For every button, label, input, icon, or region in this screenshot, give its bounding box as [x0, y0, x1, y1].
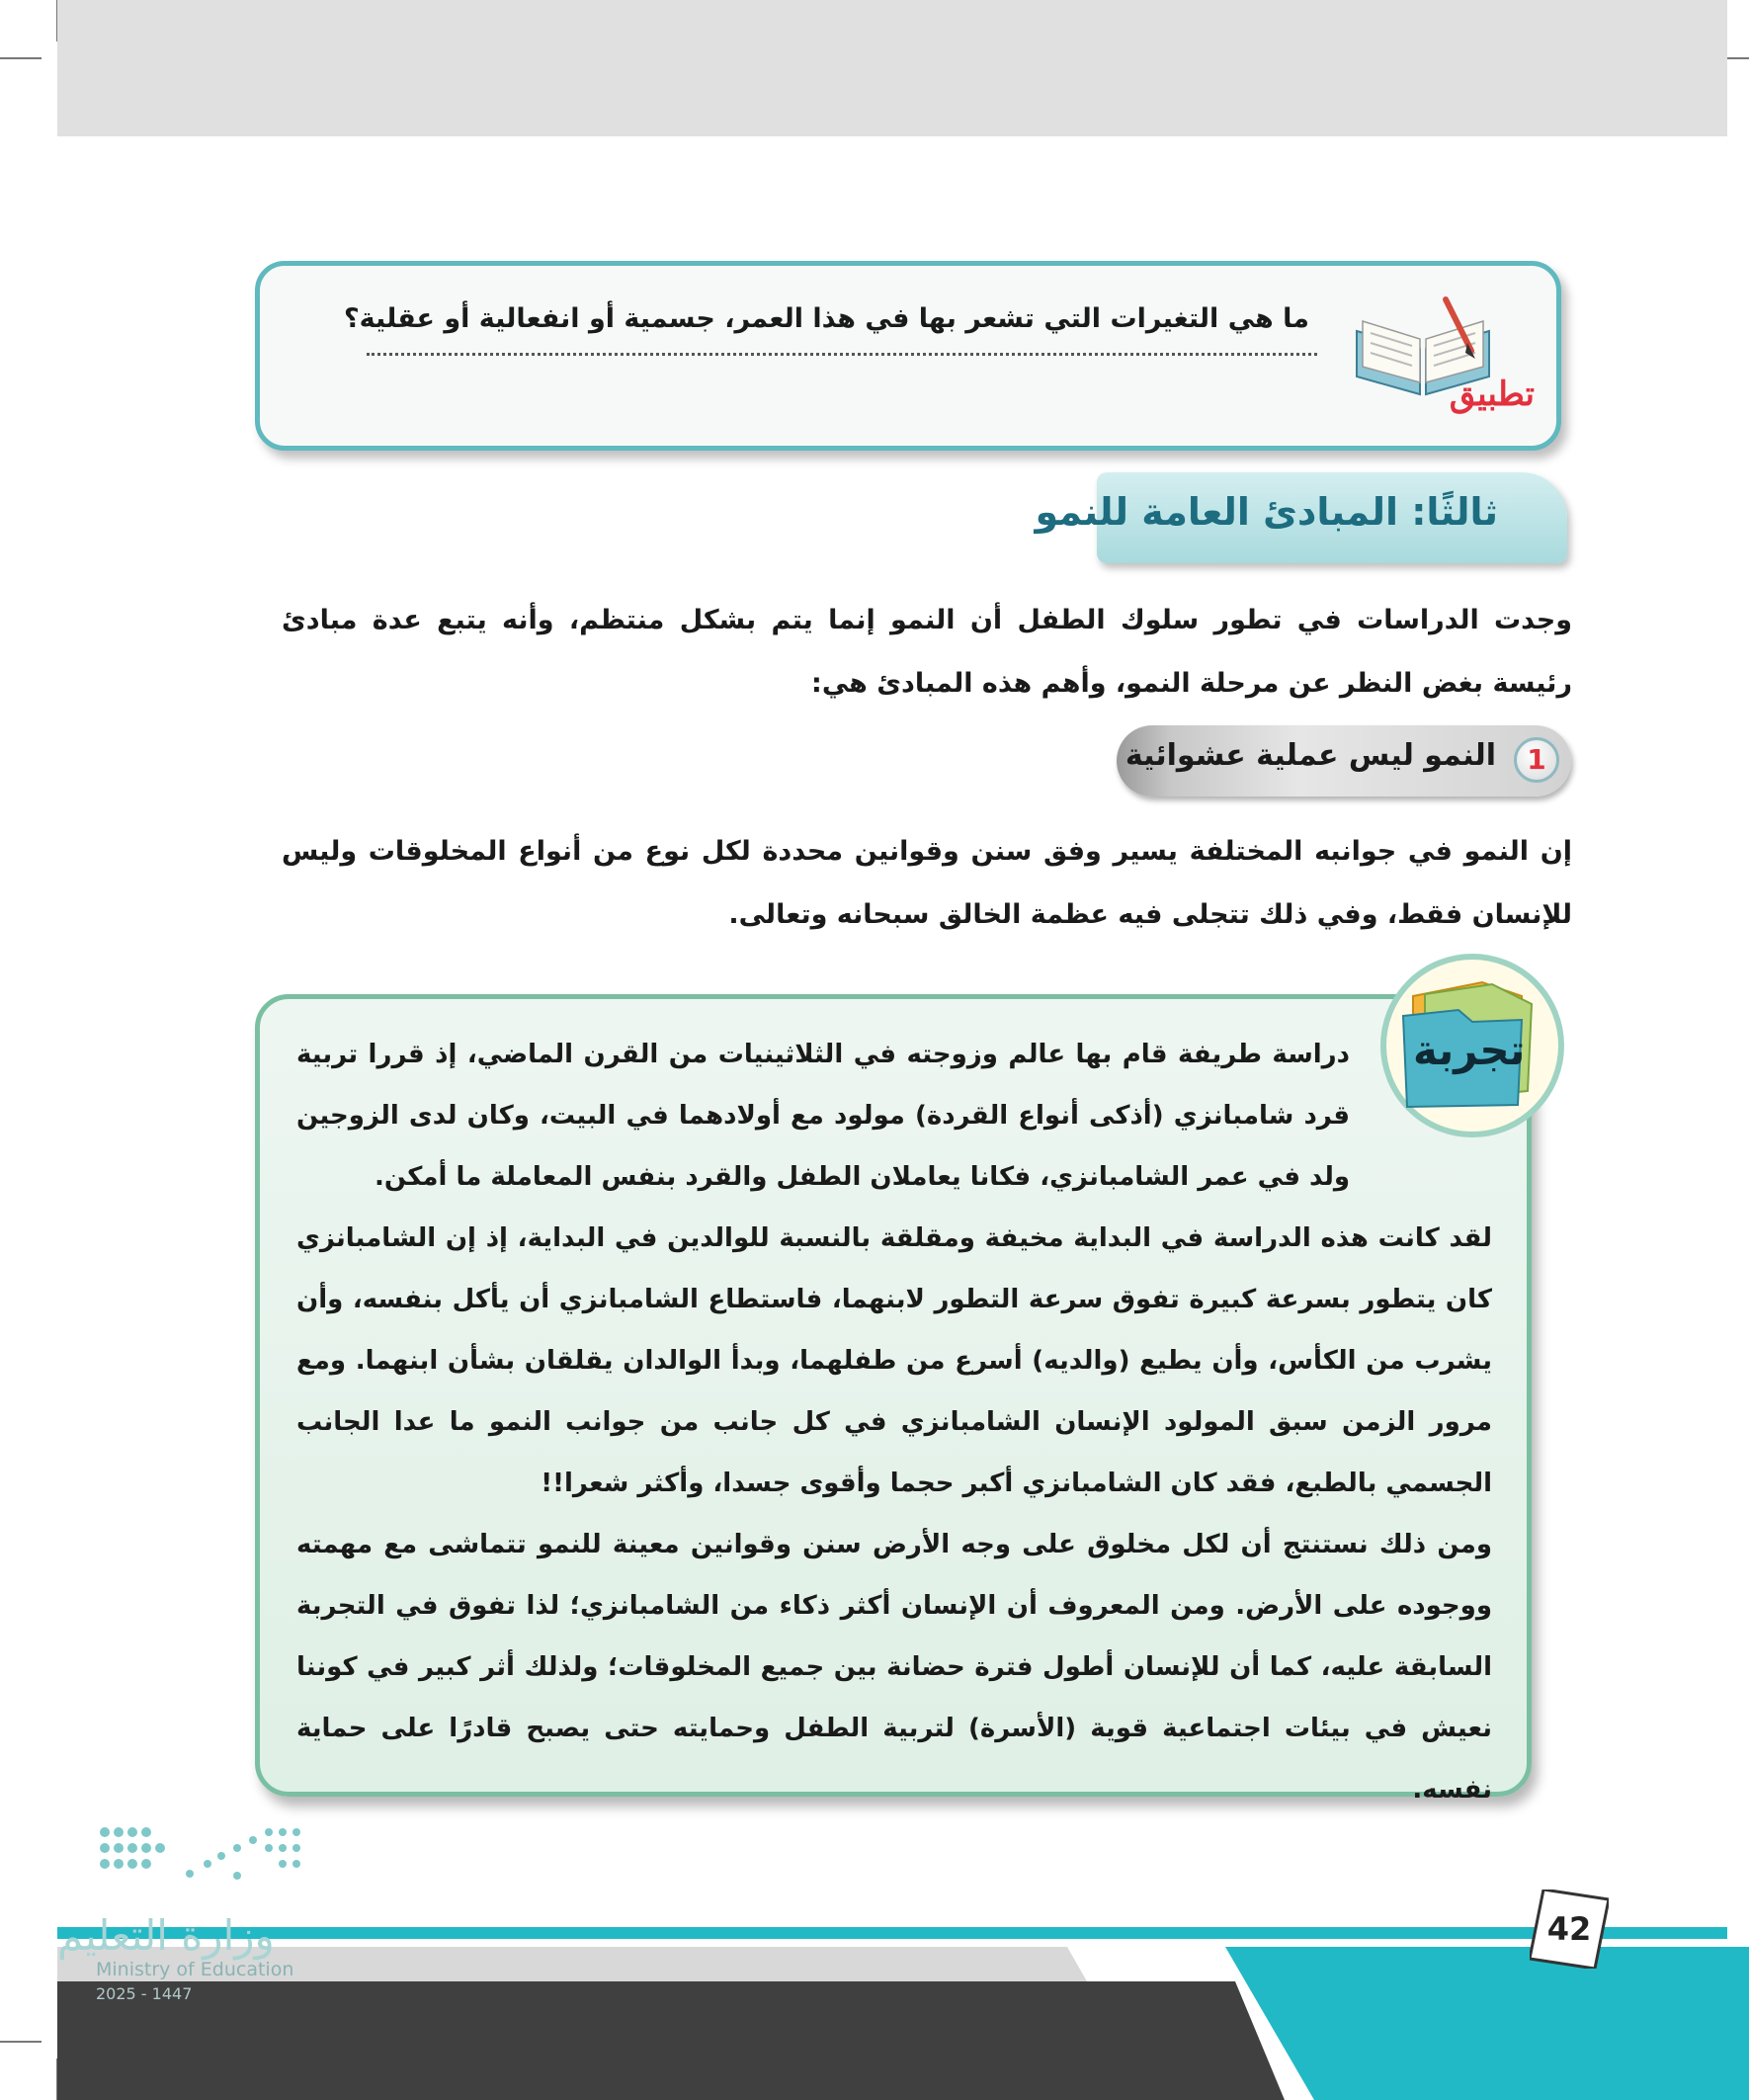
crop-mark — [0, 57, 42, 59]
ministry-logo-icon — [99, 1826, 311, 1886]
answer-line[interactable] — [367, 353, 1317, 356]
section-intro: وجدت الدراسات في تطور سلوك الطفل أن النمو إنما يتم بشكل منتظم، وأنه يتبع عدة مبادئ رئيسة بغض النظر عن مرحلة النمو، وأهم هذه المبادئ هي: — [282, 605, 1572, 699]
experiment-label: تجربة — [1413, 1026, 1526, 1074]
ministry-name-ar: وزارة التعليم — [57, 1911, 275, 1960]
ministry-name-en: Ministry of Education — [96, 1959, 294, 1980]
application-label: تطبيق — [1449, 375, 1535, 414]
application-question: ما هي التغيرات التي تشعر بها في هذا العمر، جسمية أو انفعالية أو عقلية؟ — [344, 303, 1309, 334]
experiment-paragraph-2: لقد كانت هذه الدراسة في البداية مخيفة ومقلقة بالنسبة للوالدين في البداية، إذ إن الشامبانزي كان يتطور بسرعة كبيرة تفوق سرعة التطور لابنهما، فاستطاع الشامبانزي أن يأكل بنفسه، وأن يشرب من الكأس، وأن يطيع (والديه) أسرع من طفلهما، وبدأ الوالدان يقلقان بشأن ابنهما. ومع مرور الزمن سبق المولود الإنسان الشامبانزي في كل جانب من جوانب النمو ما عدا الجانب الجسمي بالطبع، فقد كان الشامبانزي أكبر حجما وأقوى جسدا، وأكثر شعرا!! — [296, 1223, 1492, 1498]
edition-year: 2025 - 1447 — [96, 1984, 193, 2003]
header-band — [57, 0, 1727, 136]
page-number-wrap — [1530, 1890, 1609, 1969]
principle-heading — [1117, 725, 1571, 797]
experiment-paragraph-1: دراسة طريفة قام بها عالم وزوجته في الثلاثينيات من القرن الماضي، إذ قررا تربية قرد شامبانزي (أذكى أنواع القردة) مولود مع أولادهما في البيت، وكان لدى الزوجين ولد في عمر الشامبانزي، فكانا يعاملان الطفل والقرد بنفس المعاملة ما أمكن. — [296, 1040, 1350, 1192]
section-heading-text: ثالثًا: المبادئ العامة للنمو — [1035, 490, 1498, 534]
principle-number-badge: 1 — [1514, 737, 1559, 783]
principle-body: إن النمو في جوانبه المختلفة يسير وفق سنن وقوانين محددة لكل نوع من أنواع المخلوقات وليس للإنسان فقط، وفي ذلك تتجلى فيه عظمة الخالق سبحانه وتعالى. — [282, 836, 1572, 930]
page-number: 42 — [1546, 1910, 1592, 1948]
section-heading — [1035, 472, 1567, 563]
principle-title: النمو ليس عملية عشوائية — [1124, 738, 1496, 773]
application-box — [255, 261, 1561, 451]
experiment-paragraph-3: ومن ذلك نستنتج أن لكل مخلوق على وجه الأرض سنن وقوانين معينة للنمو تتماشى مع مهمته ووجوده على الأرض. ومن المعروف أن الإنسان أكثر ذكاء من الشامبانزي؛ لذا تفوق في التجربة السابقة عليه، كما أن للإنسان أطول فترة حضانة بين جميع المخلوقات؛ ولذلك أثر كبير في كوننا نعيش في بيئات اجتماعية قوية (الأسرة) لتربية الطفل وحمايته حتى يصبح قادرًا على حماية نفسه. — [296, 1530, 1492, 1805]
